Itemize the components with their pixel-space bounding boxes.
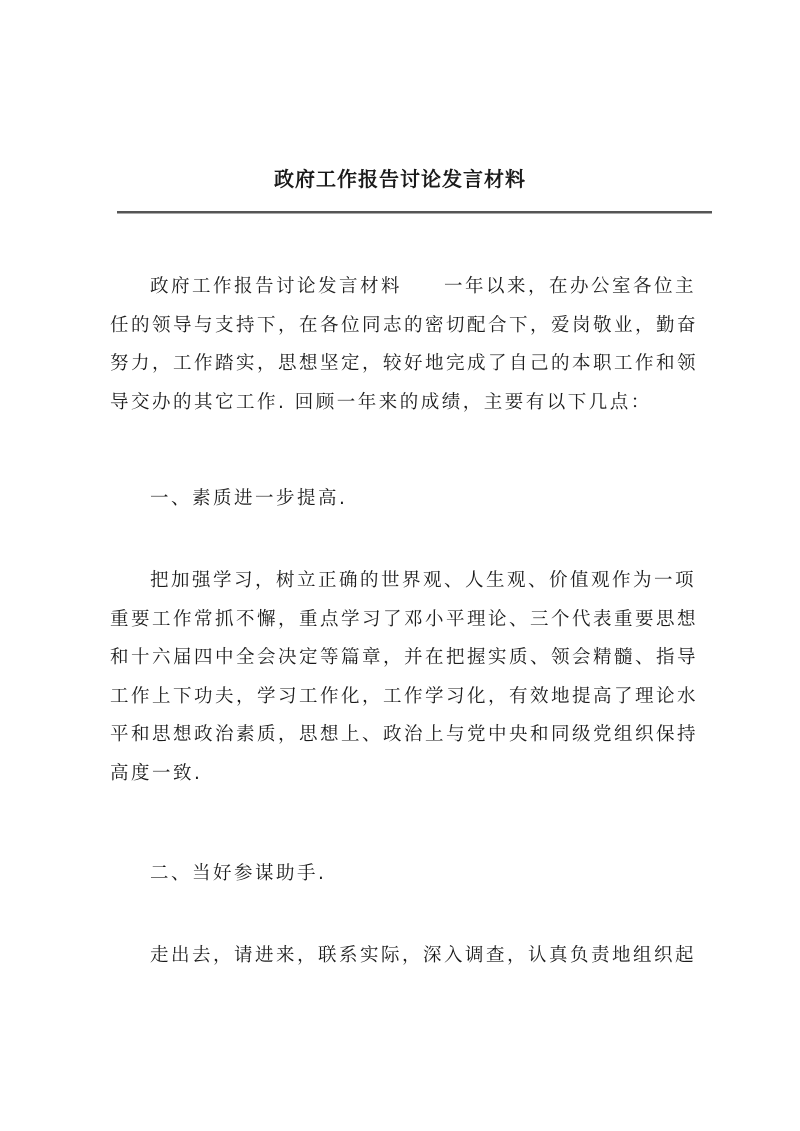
document-title: 政府工作报告讨论发言材料	[274, 167, 526, 191]
section-heading-1: 一、素质进一步提高.	[150, 488, 348, 509]
title-divider	[117, 211, 712, 213]
advisor-paragraph: 走出去，请进来，联系实际，深入调查，认真负责地组织起	[150, 945, 697, 966]
section-heading-2: 二、当好参谋助手.	[150, 863, 327, 884]
intro-paragraph: 政府工作报告讨论发言材料 一年以来，在办公室各位主任的领导与支持下，在各位同志的密切配合下，爱岗敬业，勤奋努力，工作踏实，思想坚定，较好地完成了自己的本职工作和领导交办的其它工作. 回顾一年来的成绩，主要有以下几点：	[110, 276, 699, 413]
study-paragraph: 把加强学习，树立正确的世界观、人生观、价值观作为一项重要工作常抓不懈，重点学习了邓小平理论、三个代表重要思想和十六届四中全会决定等篇章，并在把握实质、领会精髓、指导工作上下功夫，学习工作化，工作学习化，有效地提高了理论水平和思想政治素质，思想上、政治上与党中央和同级党组织保持高度一致.	[110, 570, 699, 784]
